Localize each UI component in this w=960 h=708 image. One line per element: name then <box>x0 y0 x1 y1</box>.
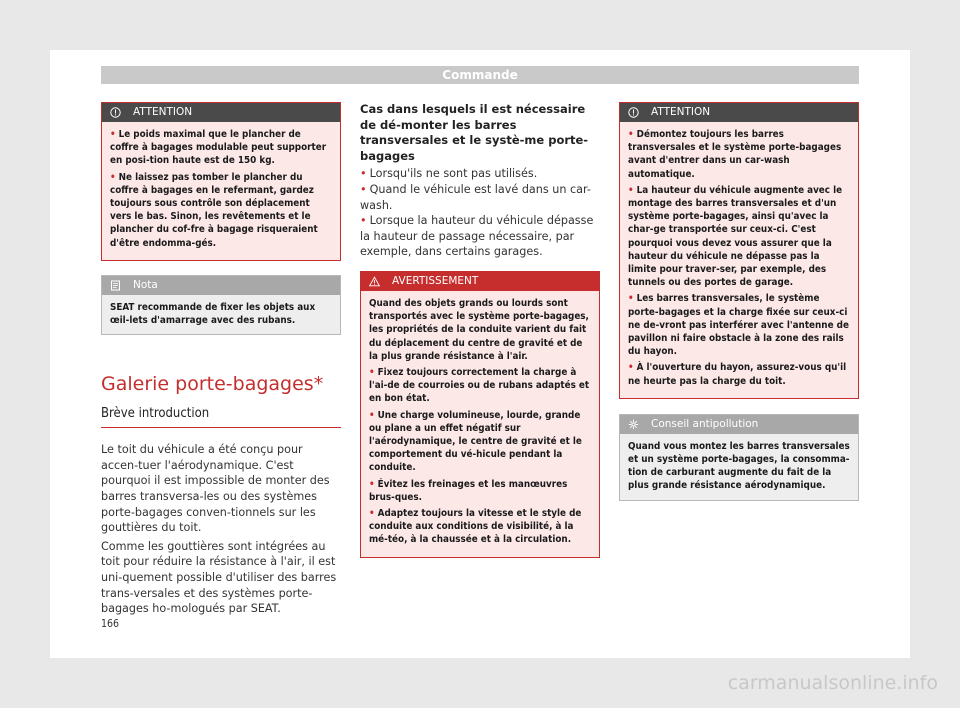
eco-box <box>619 414 859 501</box>
removal-list <box>360 166 600 260</box>
section-heading <box>101 373 341 428</box>
info-circle-icon <box>110 107 121 118</box>
bullet-icon: • <box>628 293 634 305</box>
attention-body <box>102 122 340 260</box>
warning-box <box>360 271 600 558</box>
eco-body: Quand vous montez les barres transversales et un système porte-bagages, la consomma-tion de carburant augmente du fait de la plus grande résistance aérodynamique. <box>620 434 858 500</box>
bullet-icon: • <box>369 409 375 421</box>
list-item: • Lorsque la hauteur du véhicule dépasse la hauteur de passage nécessaire, par exemple, dans certains garages. <box>360 214 594 259</box>
nota-header <box>102 276 340 295</box>
paragraph: Le toit du véhicule a été conçu pour accen-tuer l'aérodynamique. C'est pourquoi il est impossible de monter des barres transversa-les ou des systèmes porte-bagages conven-tionnels sur les gouttières du toit. <box>101 443 330 535</box>
nota-body: SEAT recommande de fixer les objets aux œil-lets d'amarrage avec des rubans. <box>102 295 340 334</box>
section-subtitle-rule <box>101 395 341 428</box>
attention-box-left <box>101 102 341 261</box>
attention-header <box>620 103 858 122</box>
list-item: • Démontez toujours les barres transversales et le système porte-bagages avant d'entrer dans un car-wash automatique. <box>628 129 842 180</box>
left-column <box>101 102 341 620</box>
middle-column <box>360 102 600 558</box>
warning-triangle-icon <box>369 276 380 287</box>
section-header: Commande <box>101 66 859 84</box>
intro-text <box>101 442 341 617</box>
bullet-icon: • <box>628 129 634 140</box>
list-item: • Adaptez toujours la vitesse et le style de conduite aux conditions de visibilité, à la mé-téo, à la chaussée et à la circulation. <box>369 507 582 546</box>
bullet-icon: • <box>369 366 375 378</box>
list-item: • Ne laissez pas tomber le plancher du coffre à bagages en le refermant, gardez toujours sous contrôle son déplacement vers le bas. Sinon, les revêtements et le plancher du cof-fre à bagage risqueraient d'être endomma-gés. <box>110 171 318 249</box>
list-item: • Le poids maximal que le plancher de coffre à bagages modulable peut supporter en posi-tion haute est de 150 kg. <box>110 129 327 167</box>
bullet-icon: • <box>360 182 367 196</box>
eco-header <box>620 415 858 434</box>
bullet-icon: • <box>360 167 367 181</box>
list-item: • Quand le véhicule est lavé dans un car-wash. <box>360 182 591 212</box>
bullet-icon: • <box>110 129 116 140</box>
warning-intro: Quand des objets grands ou lourds sont transportés avec le système porte-bagages, les propriétés de la conduite varient du fait du déplacement du centre de gravité et de la plus grande résistance à l'air. <box>369 297 589 362</box>
attention-box-right <box>619 102 859 399</box>
nota-title: Nota <box>133 278 158 291</box>
list-item: • Les barres transversales, le système porte-bagages et la charge fixée sur ceux-ci ne de-vront pas interférer avec l'antenne de pavillon ni faire obstacle à la zone des rails du hayon. <box>628 293 849 358</box>
paragraph: Comme les gouttières sont intégrées au toit pour réduire la résistance à l'air, il est uni-quement possible d'utiliser des barres trans-versales et des systèmes porte-bagages ho-mologués par SEAT. <box>101 539 337 616</box>
right-column <box>619 102 859 501</box>
attention-title: ATTENTION <box>651 106 711 118</box>
attention-body <box>620 122 858 398</box>
bullet-icon: • <box>360 214 367 228</box>
bullet-icon: • <box>369 507 375 519</box>
list-item: • Lorsqu'ils ne sont pas utilisés. <box>360 167 538 181</box>
bullet-icon: • <box>110 171 116 183</box>
leaf-icon <box>628 419 639 430</box>
list-item: • La hauteur du véhicule augmente avec le montage des barres transversales et d'un système porte-bagages, ainsi qu'avec la char-ge transportée sur ceux-ci. C'est pourquoi vous devez vous assurer que la hauteur du véhicule ne dépasse pas la limite pour traver-ser, par exemple, des tunnels ou des portes de garage. <box>628 184 843 289</box>
section-subtitle: Brève introduction <box>101 406 210 422</box>
note-icon <box>110 280 121 291</box>
warning-title: AVERTISSEMENT <box>392 274 479 287</box>
attention-title: ATTENTION <box>133 106 193 118</box>
warning-body <box>361 291 599 557</box>
nota-box <box>101 275 341 335</box>
info-circle-icon <box>628 107 639 118</box>
eco-title: Conseil antipollution <box>651 417 759 430</box>
bullet-icon: • <box>628 184 634 196</box>
list-item: • À l'ouverture du hayon, assurez-vous qu'il ne heurte pas la charge du toit. <box>628 362 847 387</box>
warning-header <box>361 272 599 291</box>
section-title: Galerie porte-bagages* <box>101 373 324 396</box>
page-number: 166 <box>101 618 120 630</box>
list-item: • Évitez les freinages et les manœuvres brus-ques. <box>369 478 568 503</box>
list-item: • Une charge volumineuse, lourde, grande ou plane a un effet négatif sur l'aérodynamique, le centre de gravité et le comportement du vé-hicule pendant la conduite. <box>369 409 582 474</box>
bullet-icon: • <box>628 362 634 374</box>
attention-header <box>102 103 340 122</box>
list-item: • Fixez toujours correctement la charge à l'ai-de de courroies ou de rubans adaptés et en bon état. <box>369 366 590 405</box>
removal-heading: Cas dans lesquels il est nécessaire de dé-monter les barres transversales et le systè-me porte-bagages <box>360 102 589 163</box>
bullet-icon: • <box>369 478 375 490</box>
watermark: carmanualsonline.info <box>727 672 938 694</box>
